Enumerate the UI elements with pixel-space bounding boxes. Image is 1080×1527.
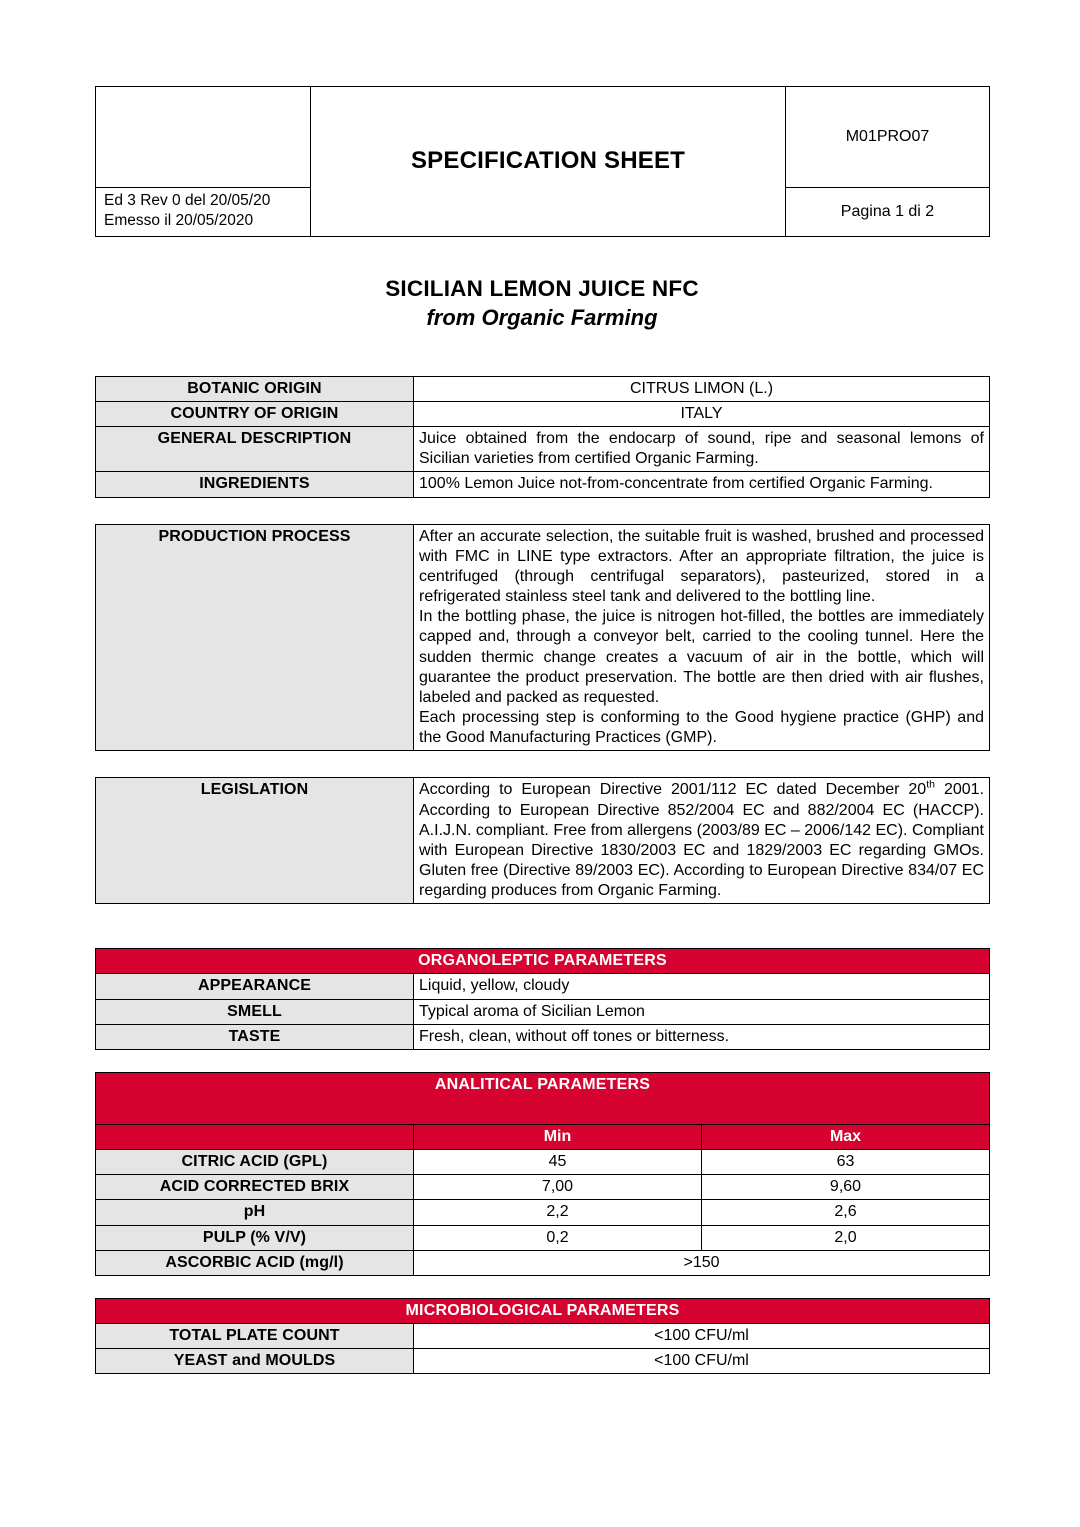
row-max-ph: 2,6 bbox=[702, 1200, 990, 1225]
row-value-ascorbic-acid: >150 bbox=[414, 1250, 990, 1275]
table-row bbox=[96, 427, 990, 472]
table-row bbox=[96, 402, 990, 427]
row-label-botanic-origin: BOTANIC ORIGIN bbox=[96, 376, 414, 401]
row-value-smell: Typical aroma of Sicilian Lemon bbox=[414, 999, 990, 1024]
row-value-botanic-origin: CITRUS LIMON (L.) bbox=[414, 376, 990, 401]
header-title-cell: SPECIFICATION SHEET bbox=[311, 87, 786, 237]
table-row bbox=[96, 1200, 990, 1225]
row-label-general-description: GENERAL DESCRIPTION bbox=[96, 427, 414, 472]
table-row bbox=[96, 376, 990, 401]
table-header-row bbox=[96, 1072, 990, 1124]
analytical-section-title: ANALITICAL PARAMETERS bbox=[96, 1072, 990, 1124]
row-value-taste: Fresh, clean, without off tones or bitterness. bbox=[414, 1024, 990, 1049]
table-row bbox=[96, 1150, 990, 1175]
production-paragraph-2: In the bottling phase, the juice is nitrogen hot-filled, the bottles are immediately capped and, through a conveyor belt, carried to the cooling tunnel. Here the sudden thermic change creates a vacuum of air in the bottle, which will guarantee the product preservation. The bottle are then dried with air flushes, labeled and packed as requested. bbox=[419, 608, 984, 706]
row-label-ingredients: INGREDIENTS bbox=[96, 472, 414, 497]
table-row bbox=[96, 1024, 990, 1049]
legislation-table bbox=[95, 777, 990, 904]
row-value-country-of-origin: ITALY bbox=[414, 402, 990, 427]
organoleptic-section-title: ORGANOLEPTIC PARAMETERS bbox=[96, 949, 990, 974]
table-row bbox=[96, 999, 990, 1024]
product-title-line2: from Organic Farming bbox=[426, 304, 658, 330]
document-header bbox=[95, 86, 990, 237]
row-label-yeast-and-moulds: YEAST and MOULDS bbox=[96, 1349, 414, 1374]
legislation-ordinal-suffix: th bbox=[926, 779, 936, 792]
row-label-country-of-origin: COUNTRY OF ORIGIN bbox=[96, 402, 414, 427]
microbiological-table bbox=[95, 1298, 990, 1374]
row-label-smell: SMELL bbox=[96, 999, 414, 1024]
table-row bbox=[96, 1324, 990, 1349]
table-row bbox=[96, 778, 990, 904]
analytical-col-min: Min bbox=[414, 1124, 702, 1149]
table-row bbox=[96, 1175, 990, 1200]
organoleptic-table bbox=[95, 948, 990, 1050]
row-min-pulp: 0,2 bbox=[414, 1225, 702, 1250]
row-label-citric-acid: CITRIC ACID (GPL) bbox=[96, 1150, 414, 1175]
legislation-text-part2: 2001. According to European Directive 852/2004 EC and 882/2004 EC (HACCP). A.I.J.N. compliant. Free from allergens (2003/89 EC – 2006/142 EC). Compliant with European Directive 1830/2003 EC and 1829/2003 EC regarding GMOs. Gluten free (Directive 89/2003 EC). According to European Directive 834/07 EC regarding produces from Organic Farming. bbox=[419, 781, 985, 900]
row-min-citric-acid: 45 bbox=[414, 1150, 702, 1175]
analytical-col-max: Max bbox=[702, 1124, 990, 1149]
header-edition-cell bbox=[96, 188, 311, 237]
row-max-citric-acid: 63 bbox=[702, 1150, 990, 1175]
production-paragraph-1: After an accurate selection, the suitable fruit is washed, brushed and processed with FMC in LINE type extractors. After an appropriate filtration, the juice is centrifuged (through centrifugal separators), pasteurized, stored in a refrigerated stainless steel tank and delivered to the bottling line. bbox=[419, 527, 984, 606]
microbiological-section-title: MICROBIOLOGICAL PARAMETERS bbox=[96, 1298, 990, 1323]
row-label-taste: TASTE bbox=[96, 1024, 414, 1049]
row-max-pulp: 2,0 bbox=[702, 1225, 990, 1250]
row-value-legislation bbox=[414, 778, 990, 904]
row-min-acid-corrected-brix: 7,00 bbox=[414, 1175, 702, 1200]
table-column-header-row bbox=[96, 1124, 990, 1149]
header-doc-code-cell: M01PRO07 bbox=[786, 87, 990, 188]
row-label-acid-corrected-brix: ACID CORRECTED BRIX bbox=[96, 1175, 414, 1200]
table-header-row bbox=[96, 949, 990, 974]
table-row bbox=[96, 524, 990, 751]
table-row bbox=[96, 1250, 990, 1275]
row-value-ingredients: 100% Lemon Juice not-from-concentrate from certified Organic Farming. bbox=[414, 472, 990, 497]
table-row bbox=[96, 472, 990, 497]
header-edition-line2: Emesso il 20/05/2020 bbox=[104, 212, 254, 230]
analytical-corner-cell bbox=[96, 1124, 414, 1149]
legislation-text-part1: According to European Directive 2001/112 EC dated December 20 bbox=[419, 781, 927, 799]
row-label-ph: pH bbox=[96, 1200, 414, 1225]
analytical-table bbox=[95, 1072, 990, 1276]
header-page-cell: Pagina 1 di 2 bbox=[786, 188, 990, 237]
row-value-production-process bbox=[414, 524, 990, 751]
row-value-appearance: Liquid, yellow, cloudy bbox=[414, 974, 990, 999]
identity-table bbox=[95, 376, 990, 498]
table-header-row bbox=[96, 1298, 990, 1323]
product-title-line1: SICILIAN LEMON JUICE NFC bbox=[385, 275, 699, 301]
table-row bbox=[96, 974, 990, 999]
row-max-acid-corrected-brix: 9,60 bbox=[702, 1175, 990, 1200]
row-value-general-description: Juice obtained from the endocarp of sound, ripe and seasonal lemons of Sicilian varieties from certified Organic Farming. bbox=[414, 427, 990, 472]
production-paragraph-3: Each processing step is conforming to the Good hygiene practice (GHP) and the Good Manufacturing Practices (GMP). bbox=[419, 709, 984, 747]
row-label-ascorbic-acid: ASCORBIC ACID (mg/l) bbox=[96, 1250, 414, 1275]
table-row bbox=[96, 1349, 990, 1374]
row-label-total-plate-count: TOTAL PLATE COUNT bbox=[96, 1324, 414, 1349]
row-label-appearance: APPEARANCE bbox=[96, 974, 414, 999]
row-min-ph: 2,2 bbox=[414, 1200, 702, 1225]
row-label-legislation: LEGISLATION bbox=[96, 778, 414, 904]
production-process-table bbox=[95, 524, 990, 752]
header-edition-line1: Ed 3 Rev 0 del 20/05/20 bbox=[104, 192, 271, 209]
row-label-pulp: PULP (% V/V) bbox=[96, 1225, 414, 1250]
row-value-total-plate-count: <100 CFU/ml bbox=[414, 1324, 990, 1349]
table-row bbox=[96, 1225, 990, 1250]
product-title bbox=[95, 275, 989, 332]
row-value-yeast-and-moulds: <100 CFU/ml bbox=[414, 1349, 990, 1374]
row-label-production-process: PRODUCTION PROCESS bbox=[96, 524, 414, 751]
header-logo-cell bbox=[96, 87, 311, 188]
document-page bbox=[95, 0, 989, 1374]
